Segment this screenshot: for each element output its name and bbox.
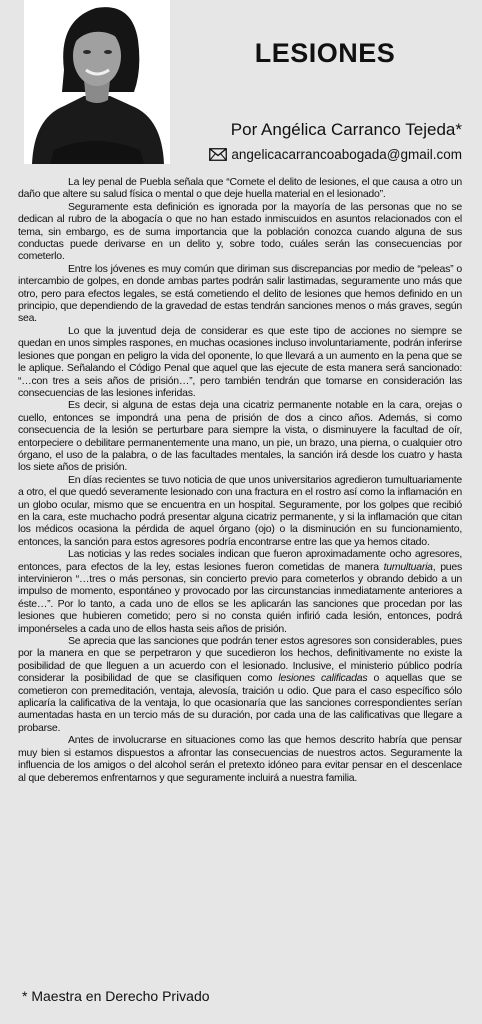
author-byline: Por Angélica Carranco Tejeda*	[230, 120, 462, 139]
author-photo	[24, 0, 170, 164]
email-line	[180, 147, 462, 162]
article-body	[18, 176, 462, 784]
paragraph: En días recientes se tuvo noticia de que unos universitarios agredieron tumultuariamente a otro, el que quedó severamente lesionado con una fractura en el rostro así como la inflamación en un globo ocular, mismo que se encuentra en un hospital. Seguramente, por los golpes que recibió en la cara, este muchacho podrá presentar alguna cicatriz permanente, y si la inflamación que citan los médicos ocasiona la pérdida de aquel órgano (ojo) o la disminución en su funcionamiento, entonces, la sanción para estos agresores podría encontrarse entre las que ya hemos citado.	[18, 473, 462, 548]
italic-term: tumultuaria	[383, 560, 433, 573]
paragraph: Seguramente esta definición es ignorada por la mayoría de las personas que no se dedican al rubro de la abogacía o que no han estado inmiscuidos en asuntos relacionados con el tema, sin embargo, es de suma importancia que la población conozca cuando alguna de sus conductas puede derivarse en un delito y, sobre todo, cuáles serán las consecuencias por cometerlo.	[18, 200, 462, 263]
paragraph: La ley penal de Puebla señala que “Comete el delito de lesiones, el que causa a otro un daño que altere su salud física o mental o que deje huella material en el lesionado”.	[18, 176, 462, 201]
paragraph: Es decir, si alguna de estas deja una cicatriz permanente notable en la cara, orejas o cuello, entonces se impondrá una pena de prisión de dos a cinco años. Además, si como consecuencia de la lesión se perturbare para siempre la vista, o disminuyere la facultad de oír, entorpeciere o debilitare permanentemente una mano, un pie, un brazo, una pierna, o cualquier otro órgano, el uso de la palabra, o de las facultades mentales, la sanción irá desde los cuatro y hasta los siete años de prisión.	[18, 399, 462, 474]
paragraph: Se aprecia que las sanciones que podrán tener estos agresores son considerables, pues por la manera en que se perpetraron y que sucedieron los hechos, definitivamente no existe la posibilidad de que lleguen a un acuerdo con el lesionado. Inclusive, el ministerio público podría considerar la posibilidad de que se clasifiquen como lesiones calificadas o aquellas que se cometieron con premeditación, ventaja, alevosía, traición u odio. Que para el caso específico sólo aplicaría la calificativa de la ventaja, lo que ocasionaría que las sanciones correspondientes serían aumentadas hasta en un tercio más de su duración, por cada una de las calificativas que llegare a probarse.	[18, 635, 463, 734]
paragraph: Antes de involucrarse en situaciones como las que hemos descrito habría que pensar muy bien si estamos dispuestos a afrontar las consecuencias de nuestros actos. Seguramente la influencia de los amigos o del alcohol serán el pretexto idóneo para evitar pensar en el descenlace al que deberemos enfrentarnos y que seguramente incluirá a nuestra familia.	[18, 734, 462, 784]
envelope-icon	[209, 148, 227, 161]
paragraph: Lo que la juventud deja de considerar es que este tipo de acciones no siempre se quedan en unos simples raspones, en muchas ocasiones incluso involuntariamente, podrán inferirse lesiones que pongan en peligro la vida del oponente, lo que llevará a un aumento en la pena que se le aplique. Señalando el Código Penal que aquel que las ejecute de esta manera será sancionado: “…con tres a seis años de prisión…”, pero también tendrán que tomarse en consideración las consecuencias de las lesiones inferidas.	[18, 324, 462, 399]
author-email: angelicacarrancoabogada@gmail.com	[231, 147, 462, 162]
paragraph: Entre los jóvenes es muy común que diriman sus discrepancias por medio de “peleas” o intercambio de golpes, en donde ambas partes podrán salir lastimadas, seguramente uno más que otro, pero para efectos legales, se está cometiendo el delito de lesiones que hemos definido en un principio, que dependiendo de la gravedad de estas tendrán sanciones menos o más graves, según sea.	[18, 262, 462, 325]
author-portrait	[24, 0, 170, 164]
italic-term: lesiones calificadas	[278, 672, 368, 685]
paragraph: Las noticias y las redes sociales indican que fueron aproximadamente ocho agresores, entonces, para efectos de la ley, estas lesiones fueron cometidas de manera tumultuaria, pues intervinieron “…tres o más personas, sin concierto previo para cometerlos y obrando debido a un impulso de momento, espontáneo y provocado por las circunstancias inmediatamente anteriores a éste…”. Por lo tanto, a cada uno de ellos se les aplicarán las sanciones que procedan por las lesiones que hubieren cometido; pero si no consta quién infirió cada lesión, entonces, podrá imponérseles a cada uno de ellos hasta seis años de prisión.	[18, 548, 462, 635]
article-title: LESIONES	[254, 38, 396, 68]
footnote: * Maestra en Derecho Privado	[22, 988, 210, 1004]
